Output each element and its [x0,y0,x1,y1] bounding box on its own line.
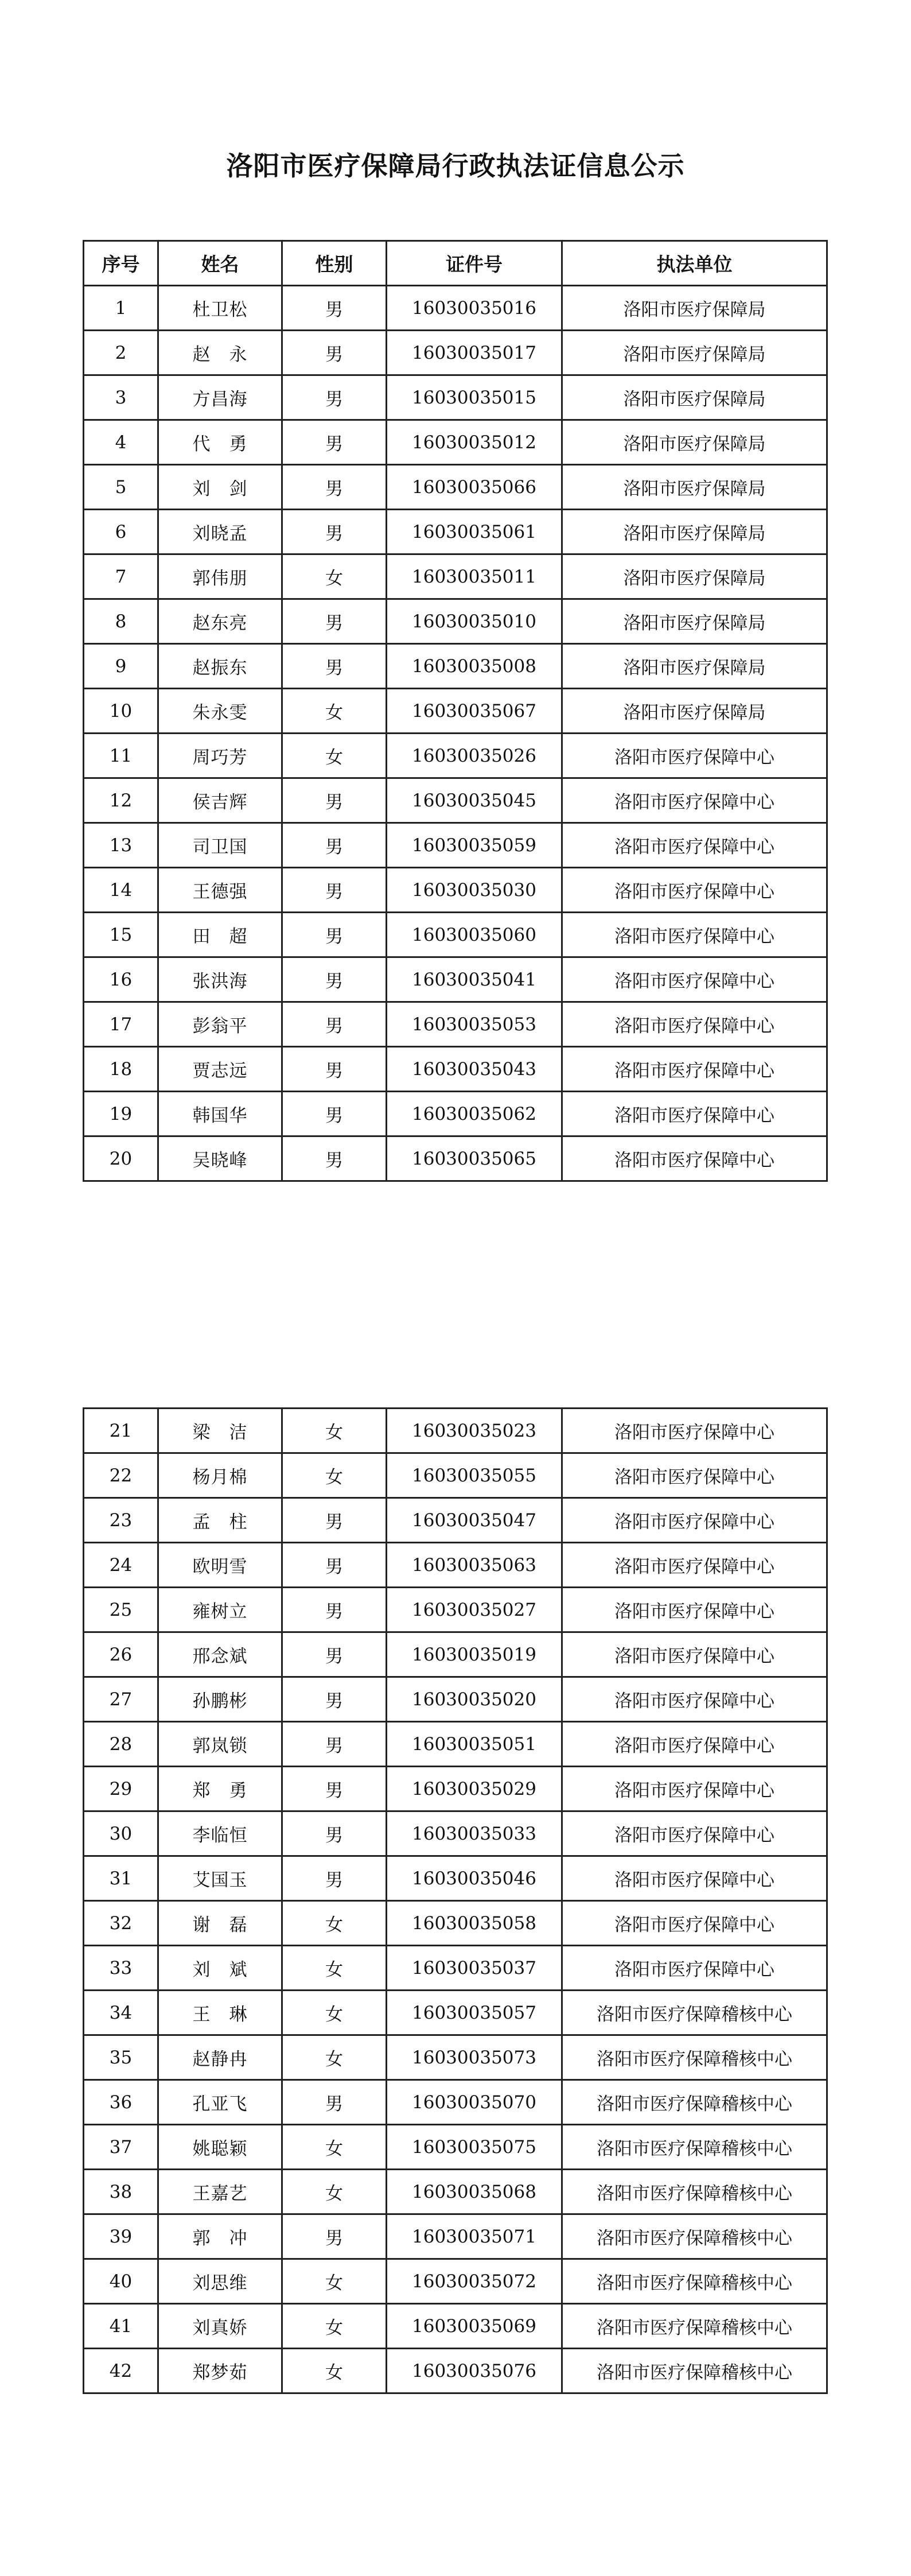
cell-sex: 男 [282,375,387,420]
cell-unit: 洛阳市医疗保障中心 [562,1632,827,1677]
cell-sex: 男 [282,868,387,913]
table-row [84,1092,827,1136]
table-row [84,868,827,913]
cell-name: 邢念斌 [158,1632,282,1677]
table-body-part-1 [84,286,827,1181]
cell-unit: 洛阳市医疗保障中心 [562,1588,827,1632]
cell-name: 赵东亮 [158,599,282,644]
cell-cert: 16030035063 [387,1543,562,1588]
cell-seq: 29 [84,1767,158,1811]
cell-seq: 18 [84,1047,158,1092]
cell-cert: 16030035012 [387,420,562,465]
cell-seq: 14 [84,868,158,913]
table-row [84,286,827,331]
cell-sex: 女 [282,689,387,734]
cell-name: 刘晓孟 [158,510,282,554]
cell-name: 艾国玉 [158,1856,282,1901]
cell-unit: 洛阳市医疗保障稽核中心 [562,2214,827,2259]
table-row [84,1588,827,1632]
cell-name: 郑 勇 [158,1767,282,1811]
cell-cert: 16030035060 [387,913,562,957]
cell-seq: 12 [84,778,158,823]
cell-cert: 16030035041 [387,957,562,1002]
cell-sex: 男 [282,1047,387,1092]
cell-sex: 男 [282,1856,387,1901]
cell-name: 侯吉辉 [158,778,282,823]
cell-seq: 26 [84,1632,158,1677]
cell-seq: 6 [84,510,158,554]
cell-seq: 16 [84,957,158,1002]
cell-seq: 15 [84,913,158,957]
cell-sex: 女 [282,1991,387,2035]
cell-name: 王 琳 [158,1991,282,2035]
cell-seq: 25 [84,1588,158,1632]
cell-unit: 洛阳市医疗保障局 [562,599,827,644]
cell-sex: 女 [282,2259,387,2304]
cell-unit: 洛阳市医疗保障局 [562,331,827,375]
cell-name: 代 勇 [158,420,282,465]
cell-sex: 女 [282,554,387,599]
cell-seq: 20 [84,1136,158,1181]
header-cert: 证件号 [387,241,562,286]
cell-unit: 洛阳市医疗保障中心 [562,1498,827,1543]
cell-unit: 洛阳市医疗保障稽核中心 [562,2170,827,2214]
cell-name: 刘思维 [158,2259,282,2304]
table-row [84,2259,827,2304]
cell-cert: 16030035008 [387,644,562,689]
cell-name: 贾志远 [158,1047,282,1092]
table-row [84,1047,827,1092]
cell-sex: 女 [282,2125,387,2170]
cell-unit: 洛阳市医疗保障中心 [562,1543,827,1588]
cell-unit: 洛阳市医疗保障中心 [562,1677,827,1722]
cell-seq: 4 [84,420,158,465]
table-row [84,1811,827,1856]
cell-unit: 洛阳市医疗保障局 [562,465,827,510]
cell-cert: 16030035071 [387,2214,562,2259]
cell-name: 姚聪颖 [158,2125,282,2170]
cell-cert: 16030035011 [387,554,562,599]
cell-sex: 女 [282,1409,387,1453]
cell-seq: 42 [84,2349,158,2393]
cell-cert: 16030035058 [387,1901,562,1946]
cell-sex: 女 [282,734,387,778]
cell-cert: 16030035047 [387,1498,562,1543]
cell-name: 李临恒 [158,1811,282,1856]
table-row [84,1409,827,1453]
cell-cert: 16030035055 [387,1453,562,1498]
cell-cert: 16030035023 [387,1409,562,1453]
cell-cert: 16030035020 [387,1677,562,1722]
header-seq: 序号 [84,241,158,286]
header-unit: 执法单位 [562,241,827,286]
cell-unit: 洛阳市医疗保障中心 [562,1092,827,1136]
cell-cert: 16030035033 [387,1811,562,1856]
table-row [84,913,827,957]
table-row [84,2080,827,2125]
cell-name: 孟 柱 [158,1498,282,1543]
cell-name: 谢 磊 [158,1901,282,1946]
cell-seq: 13 [84,823,158,868]
table-row [84,599,827,644]
cell-seq: 2 [84,331,158,375]
cell-name: 周巧芳 [158,734,282,778]
cell-cert: 16030035059 [387,823,562,868]
cell-unit: 洛阳市医疗保障局 [562,286,827,331]
cell-name: 欧明雪 [158,1543,282,1588]
cell-unit: 洛阳市医疗保障中心 [562,1722,827,1767]
cell-cert: 16030035068 [387,2170,562,2214]
cell-name: 赵振东 [158,644,282,689]
cell-name: 梁 洁 [158,1409,282,1453]
cell-seq: 39 [84,2214,158,2259]
cell-cert: 16030035069 [387,2304,562,2349]
cell-seq: 5 [84,465,158,510]
cell-cert: 16030035065 [387,1136,562,1181]
cell-sex: 男 [282,510,387,554]
table-row [84,2170,827,2214]
cell-unit: 洛阳市医疗保障中心 [562,1047,827,1092]
table-row [84,1856,827,1901]
cell-sex: 男 [282,1677,387,1722]
cell-sex: 男 [282,1002,387,1047]
table-row [84,2349,827,2393]
cell-seq: 27 [84,1677,158,1722]
cell-unit: 洛阳市医疗保障稽核中心 [562,2259,827,2304]
cell-unit: 洛阳市医疗保障稽核中心 [562,2125,827,2170]
cell-name: 韩国华 [158,1092,282,1136]
cell-cert: 16030035075 [387,2125,562,2170]
cell-seq: 1 [84,286,158,331]
cell-name: 赵静冉 [158,2035,282,2080]
cell-seq: 34 [84,1991,158,2035]
cell-unit: 洛阳市医疗保障中心 [562,1811,827,1856]
cell-sex: 男 [282,420,387,465]
cell-cert: 16030035016 [387,286,562,331]
cell-sex: 男 [282,1498,387,1543]
cell-seq: 3 [84,375,158,420]
cell-cert: 16030035019 [387,1632,562,1677]
table-row [84,375,827,420]
cell-seq: 22 [84,1453,158,1498]
cell-seq: 35 [84,2035,158,2080]
cell-seq: 11 [84,734,158,778]
cell-cert: 16030035026 [387,734,562,778]
page-title: 洛阳市医疗保障局行政执法证信息公示 [226,150,685,181]
table-row [84,823,827,868]
table-row [84,2035,827,2080]
cell-cert: 16030035017 [387,331,562,375]
cell-cert: 16030035015 [387,375,562,420]
cell-cert: 16030035029 [387,1767,562,1811]
cell-name: 王嘉艺 [158,2170,282,2214]
cell-sex: 男 [282,465,387,510]
cell-sex: 男 [282,2080,387,2125]
cell-unit: 洛阳市医疗保障中心 [562,734,827,778]
cell-seq: 8 [84,599,158,644]
table-row [84,2214,827,2259]
header-name: 姓名 [158,241,282,286]
cell-sex: 男 [282,599,387,644]
cell-name: 雍树立 [158,1588,282,1632]
cell-sex: 女 [282,2349,387,2393]
cell-seq: 30 [84,1811,158,1856]
cell-name: 杜卫松 [158,286,282,331]
table-header-row [84,241,827,286]
cell-sex: 男 [282,778,387,823]
table-row [84,778,827,823]
cell-unit: 洛阳市医疗保障局 [562,510,827,554]
cell-name: 朱永雯 [158,689,282,734]
cell-name: 杨月棉 [158,1453,282,1498]
cell-name: 郭伟朋 [158,554,282,599]
cell-cert: 16030035046 [387,1856,562,1901]
cell-sex: 女 [282,2304,387,2349]
cell-seq: 7 [84,554,158,599]
table-row [84,465,827,510]
cell-sex: 男 [282,1588,387,1632]
cell-unit: 洛阳市医疗保障中心 [562,1856,827,1901]
table-row [84,1991,827,2035]
cell-unit: 洛阳市医疗保障中心 [562,868,827,913]
table-row [84,1901,827,1946]
cell-unit: 洛阳市医疗保障稽核中心 [562,2035,827,2080]
cell-sex: 男 [282,823,387,868]
table-row [84,1767,827,1811]
cell-cert: 16030035030 [387,868,562,913]
cell-unit: 洛阳市医疗保障局 [562,375,827,420]
table-row [84,734,827,778]
cell-seq: 36 [84,2080,158,2125]
cell-cert: 16030035062 [387,1092,562,1136]
table-row [84,1002,827,1047]
table-row [84,1453,827,1498]
cell-name: 王德强 [158,868,282,913]
cell-cert: 16030035043 [387,1047,562,1092]
cell-name: 田 超 [158,913,282,957]
cell-seq: 9 [84,644,158,689]
cell-name: 方昌海 [158,375,282,420]
table-row [84,554,827,599]
table-row [84,331,827,375]
cell-name: 郭岚锁 [158,1722,282,1767]
cell-name: 刘 剑 [158,465,282,510]
cell-unit: 洛阳市医疗保障中心 [562,1136,827,1181]
cell-name: 司卫国 [158,823,282,868]
cell-sex: 男 [282,1767,387,1811]
cell-name: 孙鹏彬 [158,1677,282,1722]
cell-unit: 洛阳市医疗保障中心 [562,1409,827,1453]
table-row [84,1946,827,1991]
cell-cert: 16030035010 [387,599,562,644]
cell-sex: 男 [282,286,387,331]
cell-sex: 男 [282,644,387,689]
cell-name: 吴晓峰 [158,1136,282,1181]
cell-cert: 16030035067 [387,689,562,734]
header-sex: 性别 [282,241,387,286]
table-body-part-2 [84,1409,827,2393]
cell-sex: 男 [282,1092,387,1136]
cell-name: 张洪海 [158,957,282,1002]
cell-unit: 洛阳市医疗保障中心 [562,778,827,823]
cell-seq: 28 [84,1722,158,1767]
cell-unit: 洛阳市医疗保障中心 [562,1002,827,1047]
table-row [84,420,827,465]
cell-name: 赵 永 [158,331,282,375]
cell-cert: 16030035066 [387,465,562,510]
cell-unit: 洛阳市医疗保障稽核中心 [562,2304,827,2349]
cell-unit: 洛阳市医疗保障局 [562,420,827,465]
cell-cert: 16030035061 [387,510,562,554]
cell-name: 刘真娇 [158,2304,282,2349]
cell-sex: 男 [282,331,387,375]
table-row [84,2304,827,2349]
cell-unit: 洛阳市医疗保障中心 [562,1453,827,1498]
cell-seq: 40 [84,2259,158,2304]
cell-unit: 洛阳市医疗保障局 [562,554,827,599]
cell-cert: 16030035037 [387,1946,562,1991]
cell-name: 彭翁平 [158,1002,282,1047]
table-row [84,1722,827,1767]
table-row [84,1632,827,1677]
cell-sex: 男 [282,913,387,957]
table-row [84,510,827,554]
cell-cert: 16030035076 [387,2349,562,2393]
cell-seq: 33 [84,1946,158,1991]
table-row [84,1677,827,1722]
cell-cert: 16030035057 [387,1991,562,2035]
cell-seq: 21 [84,1409,158,1453]
table-row [84,1136,827,1181]
cell-cert: 16030035045 [387,778,562,823]
table-row [84,689,827,734]
cell-seq: 23 [84,1498,158,1543]
cell-unit: 洛阳市医疗保障中心 [562,957,827,1002]
cell-sex: 女 [282,1453,387,1498]
cell-sex: 男 [282,957,387,1002]
cell-unit: 洛阳市医疗保障局 [562,644,827,689]
cell-cert: 16030035072 [387,2259,562,2304]
cell-unit: 洛阳市医疗保障中心 [562,823,827,868]
cell-cert: 16030035070 [387,2080,562,2125]
cell-seq: 38 [84,2170,158,2214]
cell-sex: 男 [282,1543,387,1588]
cell-unit: 洛阳市医疗保障中心 [562,1901,827,1946]
cell-sex: 女 [282,1946,387,1991]
cell-seq: 17 [84,1002,158,1047]
cell-sex: 男 [282,2214,387,2259]
cell-seq: 41 [84,2304,158,2349]
cell-seq: 10 [84,689,158,734]
cell-cert: 16030035051 [387,1722,562,1767]
cell-unit: 洛阳市医疗保障中心 [562,913,827,957]
cell-cert: 16030035053 [387,1002,562,1047]
cell-unit: 洛阳市医疗保障中心 [562,1767,827,1811]
cell-sex: 女 [282,2170,387,2214]
cell-name: 孔亚飞 [158,2080,282,2125]
table-row [84,644,827,689]
cell-sex: 男 [282,1136,387,1181]
cell-name: 郭 冲 [158,2214,282,2259]
cell-unit: 洛阳市医疗保障稽核中心 [562,2349,827,2393]
table-row [84,2125,827,2170]
cell-name: 郑梦茹 [158,2349,282,2393]
cell-sex: 男 [282,1722,387,1767]
cell-sex: 女 [282,2035,387,2080]
cell-cert: 16030035027 [387,1588,562,1632]
cell-sex: 男 [282,1632,387,1677]
cell-unit: 洛阳市医疗保障稽核中心 [562,1991,827,2035]
table-row [84,1498,827,1543]
cell-seq: 37 [84,2125,158,2170]
cell-seq: 32 [84,1901,158,1946]
cell-unit: 洛阳市医疗保障稽核中心 [562,2080,827,2125]
cell-seq: 19 [84,1092,158,1136]
cell-sex: 女 [282,1901,387,1946]
cell-seq: 24 [84,1543,158,1588]
cell-name: 刘 斌 [158,1946,282,1991]
officer-table-part-1 [83,240,828,1182]
cell-unit: 洛阳市医疗保障中心 [562,1946,827,1991]
officer-table-part-2 [83,1407,828,2394]
cell-sex: 男 [282,1811,387,1856]
cell-cert: 16030035073 [387,2035,562,2080]
cell-unit: 洛阳市医疗保障局 [562,689,827,734]
table-row [84,957,827,1002]
cell-seq: 31 [84,1856,158,1901]
table-row [84,1543,827,1588]
